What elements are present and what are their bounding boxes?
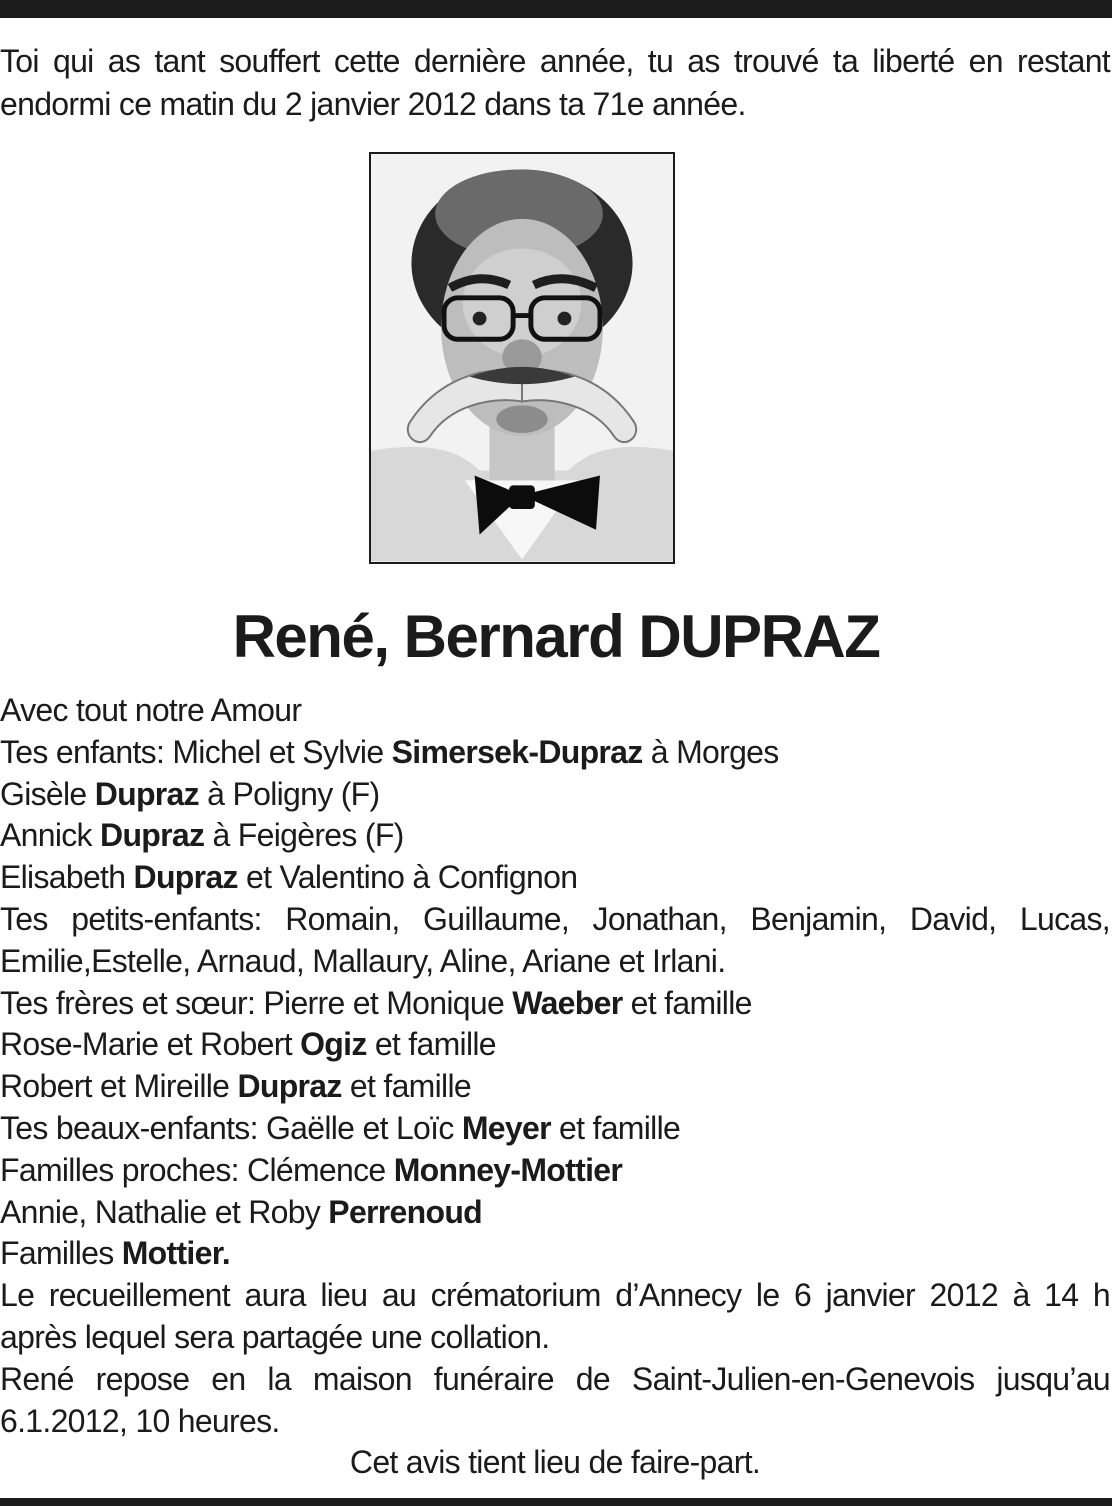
line-text: à Feigères (F) <box>204 817 404 854</box>
family-surname: Monney-Mottier <box>393 1151 623 1188</box>
bottom-rule <box>0 1498 1112 1506</box>
family-line <box>0 1192 1110 1234</box>
family-surname: Simersek-Dupraz <box>391 733 643 770</box>
family-line-siblings <box>0 983 1110 1025</box>
closing-line: Cet avis tient lieu de faire-part. <box>349 1444 761 1481</box>
line-text: Elisabeth <box>0 859 134 896</box>
portrait-illustration <box>371 154 673 562</box>
family-surname: Waeber <box>512 984 623 1021</box>
family-line <box>0 1233 1110 1275</box>
family-line <box>0 857 1110 899</box>
family-surname: Dupraz <box>94 775 199 812</box>
line-text: à Poligny (F) <box>198 775 380 812</box>
family-line-step-children <box>0 1108 1110 1150</box>
line-text: et famille <box>622 984 752 1021</box>
line-text: Annie, Nathalie et Roby <box>0 1193 329 1230</box>
family-surname: Dupraz <box>100 817 205 854</box>
line-text: Tes frères et sœur: Pierre et Monique <box>0 984 513 1021</box>
top-rule <box>0 0 1112 18</box>
family-line <box>0 774 1110 816</box>
family-surname: Dupraz <box>133 859 238 896</box>
line-text: Familles proches: Clémence <box>0 1151 394 1188</box>
line-text: Annick <box>0 817 101 854</box>
portrait-photo <box>369 152 675 564</box>
family-surname: Mottier. <box>121 1235 230 1272</box>
line-text: à Morges <box>642 733 779 770</box>
line-text: Robert et Mireille <box>0 1068 238 1105</box>
line-text: Gisèle <box>0 775 95 812</box>
line-text: Familles <box>0 1235 122 1272</box>
family-surname: Meyer <box>461 1109 551 1146</box>
family-surname: Dupraz <box>237 1068 342 1105</box>
deceased-name: René, Bernard DUPRAZ <box>232 603 880 670</box>
line-text: Tes enfants: Michel et Sylvie <box>0 733 392 770</box>
family-line <box>0 1024 1110 1066</box>
notice-body <box>0 690 1110 1484</box>
family-line <box>0 1066 1110 1108</box>
funeral-home-paragraph: René repose en la maison funéraire de Saint-Julien-en-Genevois jusqu’au 6.1.2012, 10 heures. <box>0 1360 1110 1439</box>
line-text: et famille <box>550 1109 681 1146</box>
line-text: Tes beaux-enfants: Gaëlle et Loïc <box>0 1109 462 1146</box>
grandchildren-paragraph: Tes petits-enfants: Romain, Guillaume, Jonathan, Benjamin, David, Lucas, Emilie,Estelle, Arnaud, Mallaury, Aline, Ariane et Irlani. <box>0 900 1110 979</box>
line-text: et famille <box>366 1026 496 1063</box>
family-surname: Perrenoud <box>328 1193 483 1230</box>
family-line <box>0 815 1110 857</box>
family-surname: Ogiz <box>300 1026 367 1063</box>
family-line-close <box>0 1150 1110 1192</box>
family-line-children <box>0 732 1110 774</box>
line-text: et Valentino à Confignon <box>237 859 578 896</box>
line-text: Rose-Marie et Robert <box>0 1026 301 1063</box>
dedication-line: Avec tout notre Amour <box>0 692 302 728</box>
intro-paragraph: Toi qui as tant souffert cette dernière année, tu as trouvé ta liberté en restant endormi ce matin du 2 janvier 2012 dans ta 71e année. <box>0 43 1110 122</box>
ceremony-paragraph: Le recueillement aura lieu au crématorium d’Annecy le 6 janvier 2012 à 14 h après lequel sera partagée une collation. <box>0 1277 1110 1355</box>
line-text: et famille <box>341 1068 471 1105</box>
